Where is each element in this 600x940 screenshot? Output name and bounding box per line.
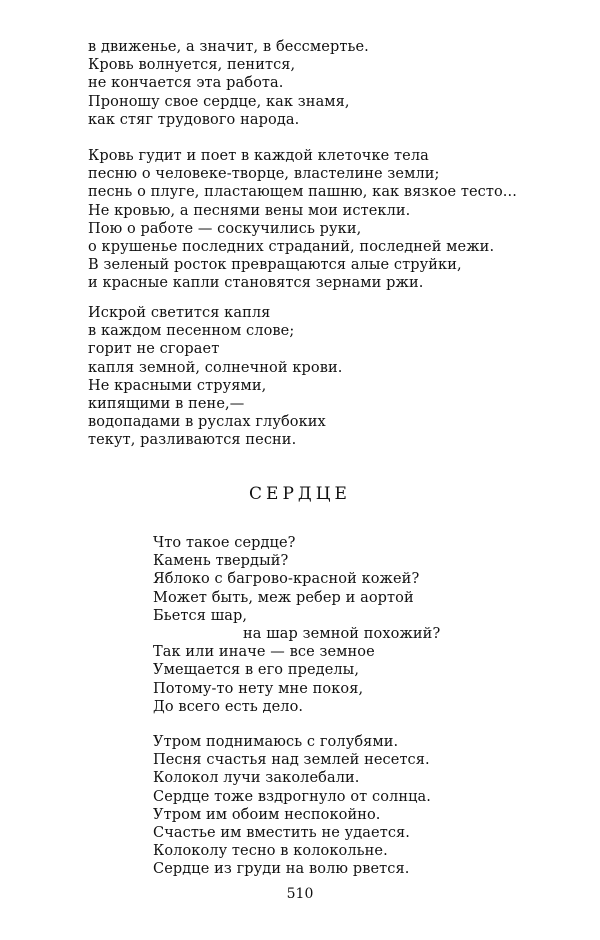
- verse-line: В зеленый росток превращаются алые струйки,: [88, 257, 462, 274]
- verse-line: Колокол лучи заколебали.: [153, 770, 360, 787]
- verse-line: Камень твердый?: [153, 553, 289, 570]
- verse-line: Песня счастья над землей несется.: [153, 752, 430, 769]
- verse-line: кипящими в пене,—: [88, 395, 245, 412]
- verse-line: и красные капли становятся зернами ржи.: [88, 275, 424, 292]
- verse-line: Не кровью, а песнями вены мои истекли.: [88, 202, 411, 219]
- verse-line: текут, разливаются песни.: [88, 432, 297, 449]
- poem2-stanza-1: [153, 534, 440, 716]
- verse-line: в каждом песенном слове;: [88, 323, 295, 340]
- poem2-stanza-2: [153, 733, 431, 879]
- verse-line: Кровь волнуется, пенится,: [88, 57, 296, 74]
- verse-line-indented: на шар земной похожий?: [243, 625, 441, 642]
- verse-line: Может быть, меж ребер и аортой: [153, 589, 414, 606]
- poem1-stanza-2: [88, 147, 517, 293]
- verse-line: Умещается в его пределы,: [153, 662, 360, 679]
- verse-line: песню о человеке-творце, властелине земли;: [88, 166, 440, 183]
- verse-line: Утром им обоим неспокойно.: [153, 806, 381, 823]
- verse-line: Искрой светится капля: [88, 305, 271, 321]
- verse-line: Утром поднимаюсь с голубями.: [153, 734, 399, 750]
- poem1-stanza-1: [88, 38, 369, 129]
- poem1-stanza-3: [88, 304, 342, 450]
- verse-line: песнь о плуге, пластающем пашню, как вязкое тесто...: [88, 184, 517, 201]
- verse-line: Кровь гудит и поет в каждой клеточке тела: [88, 148, 429, 164]
- verse-line: Сердце тоже вздрогнуло от солнца.: [153, 788, 431, 805]
- verse-line: водопадами в руслах глубоких: [88, 414, 326, 431]
- verse-line: Счастье им вместить не удается.: [153, 824, 410, 841]
- verse-line: как стяг трудового народа.: [88, 111, 300, 128]
- verse-line: не кончается эта работа.: [88, 75, 284, 92]
- verse-line: Потому-то нету мне покоя,: [153, 680, 364, 697]
- verse-line: о крушенье последних страданий, последней межи.: [88, 238, 495, 255]
- verse-line: Колоколу тесно в колокольне.: [153, 843, 388, 860]
- verse-line: капля земной, солнечной крови.: [88, 359, 343, 376]
- verse-line: Сердце из груди на волю рвется.: [153, 861, 410, 878]
- verse-line: Бьется шар,: [153, 607, 248, 624]
- verse-line: горит не сгорает: [88, 341, 220, 358]
- verse-line: Так или иначе — все земное: [153, 644, 375, 661]
- verse-line: Яблоко с багрово-красной кожей?: [153, 571, 420, 588]
- page-number: 510: [286, 886, 314, 902]
- verse-line: До всего есть дело.: [153, 698, 304, 715]
- verse-line: Не красными струями,: [88, 377, 267, 394]
- verse-line: в движенье, а значит, в бессмертье.: [88, 39, 369, 55]
- poem-title: СЕРДЦЕ: [249, 484, 351, 504]
- verse-line: Что такое сердце?: [153, 535, 296, 551]
- verse-line: Проношу свое сердце, как знамя,: [88, 93, 350, 110]
- verse-line: Пою о работе — соскучились руки,: [88, 220, 362, 237]
